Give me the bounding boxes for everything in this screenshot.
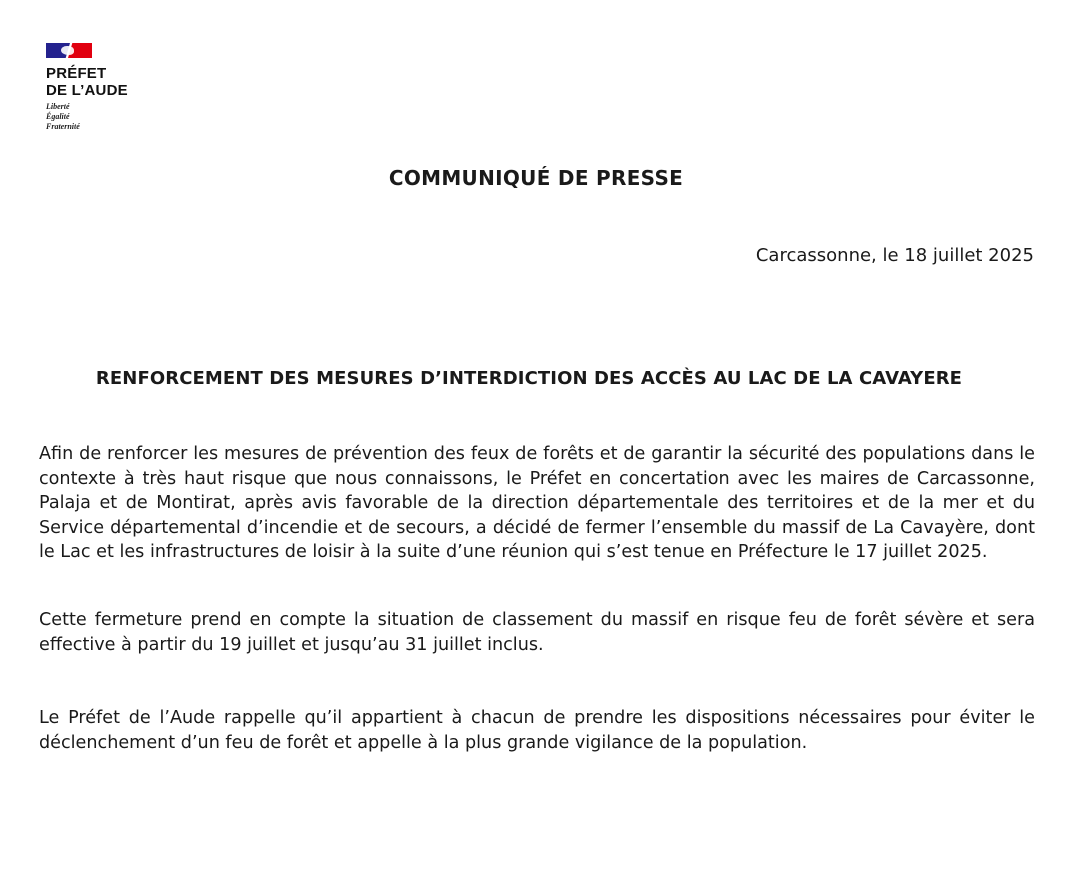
org-name-line2: DE L’AUDE — [46, 82, 128, 99]
motto-fraternite: Fraternité — [46, 122, 80, 131]
org-name-line1: PRÉFET — [46, 65, 107, 82]
marianne-profile-icon — [61, 46, 74, 55]
body-paragraph-3: Le Préfet de l’Aude rappelle qu’il appartient à chacun de prendre les dispositions nécessaires pour éviter le déclenchement d’un feu de forêt et appelle à la plus grande vigilance de la population. — [39, 708, 1035, 753]
french-republic-flag-icon — [46, 43, 92, 58]
republic-motto — [46, 102, 166, 132]
motto-liberte: Liberté — [46, 102, 70, 111]
prefecture-logo — [46, 43, 166, 132]
press-release-headline: RENFORCEMENT DES MESURES D’INTERDICTION DES ACCÈS AU LAC DE LA CAVAYERE — [95, 368, 963, 389]
body-paragraph-1: Afin de renforcer les mesures de prévention des feux de forêts et de garantir la sécurité des populations dans le contexte à très haut risque que nous connaissons, le Préfet en concertation avec les maires de Carcassonne, Palaja et de Montirat, après avis favorable de la direction départementale des territoires et de la mer et du Service départemental d’incendie et de secours, a décidé de fermer l’ensemble du massif de La Cavayère, dont le Lac et les infrastructures de loisir à la suite d’une réunion qui s’est tenue en Préfecture le 17 juillet 2025. — [39, 444, 1035, 562]
body-paragraph-2: Cette fermeture prend en compte la situation de classement du massif en risque feu de forêt sévère et sera effective à partir du 19 juillet et jusqu’au 31 juillet inclus. — [39, 610, 1035, 655]
motto-egalite: Égalité — [46, 112, 70, 121]
place-and-date: Carcassonne, le 18 juillet 2025 — [755, 245, 1034, 266]
document-type-title: COMMUNIQUÉ DE PRESSE — [388, 166, 684, 190]
